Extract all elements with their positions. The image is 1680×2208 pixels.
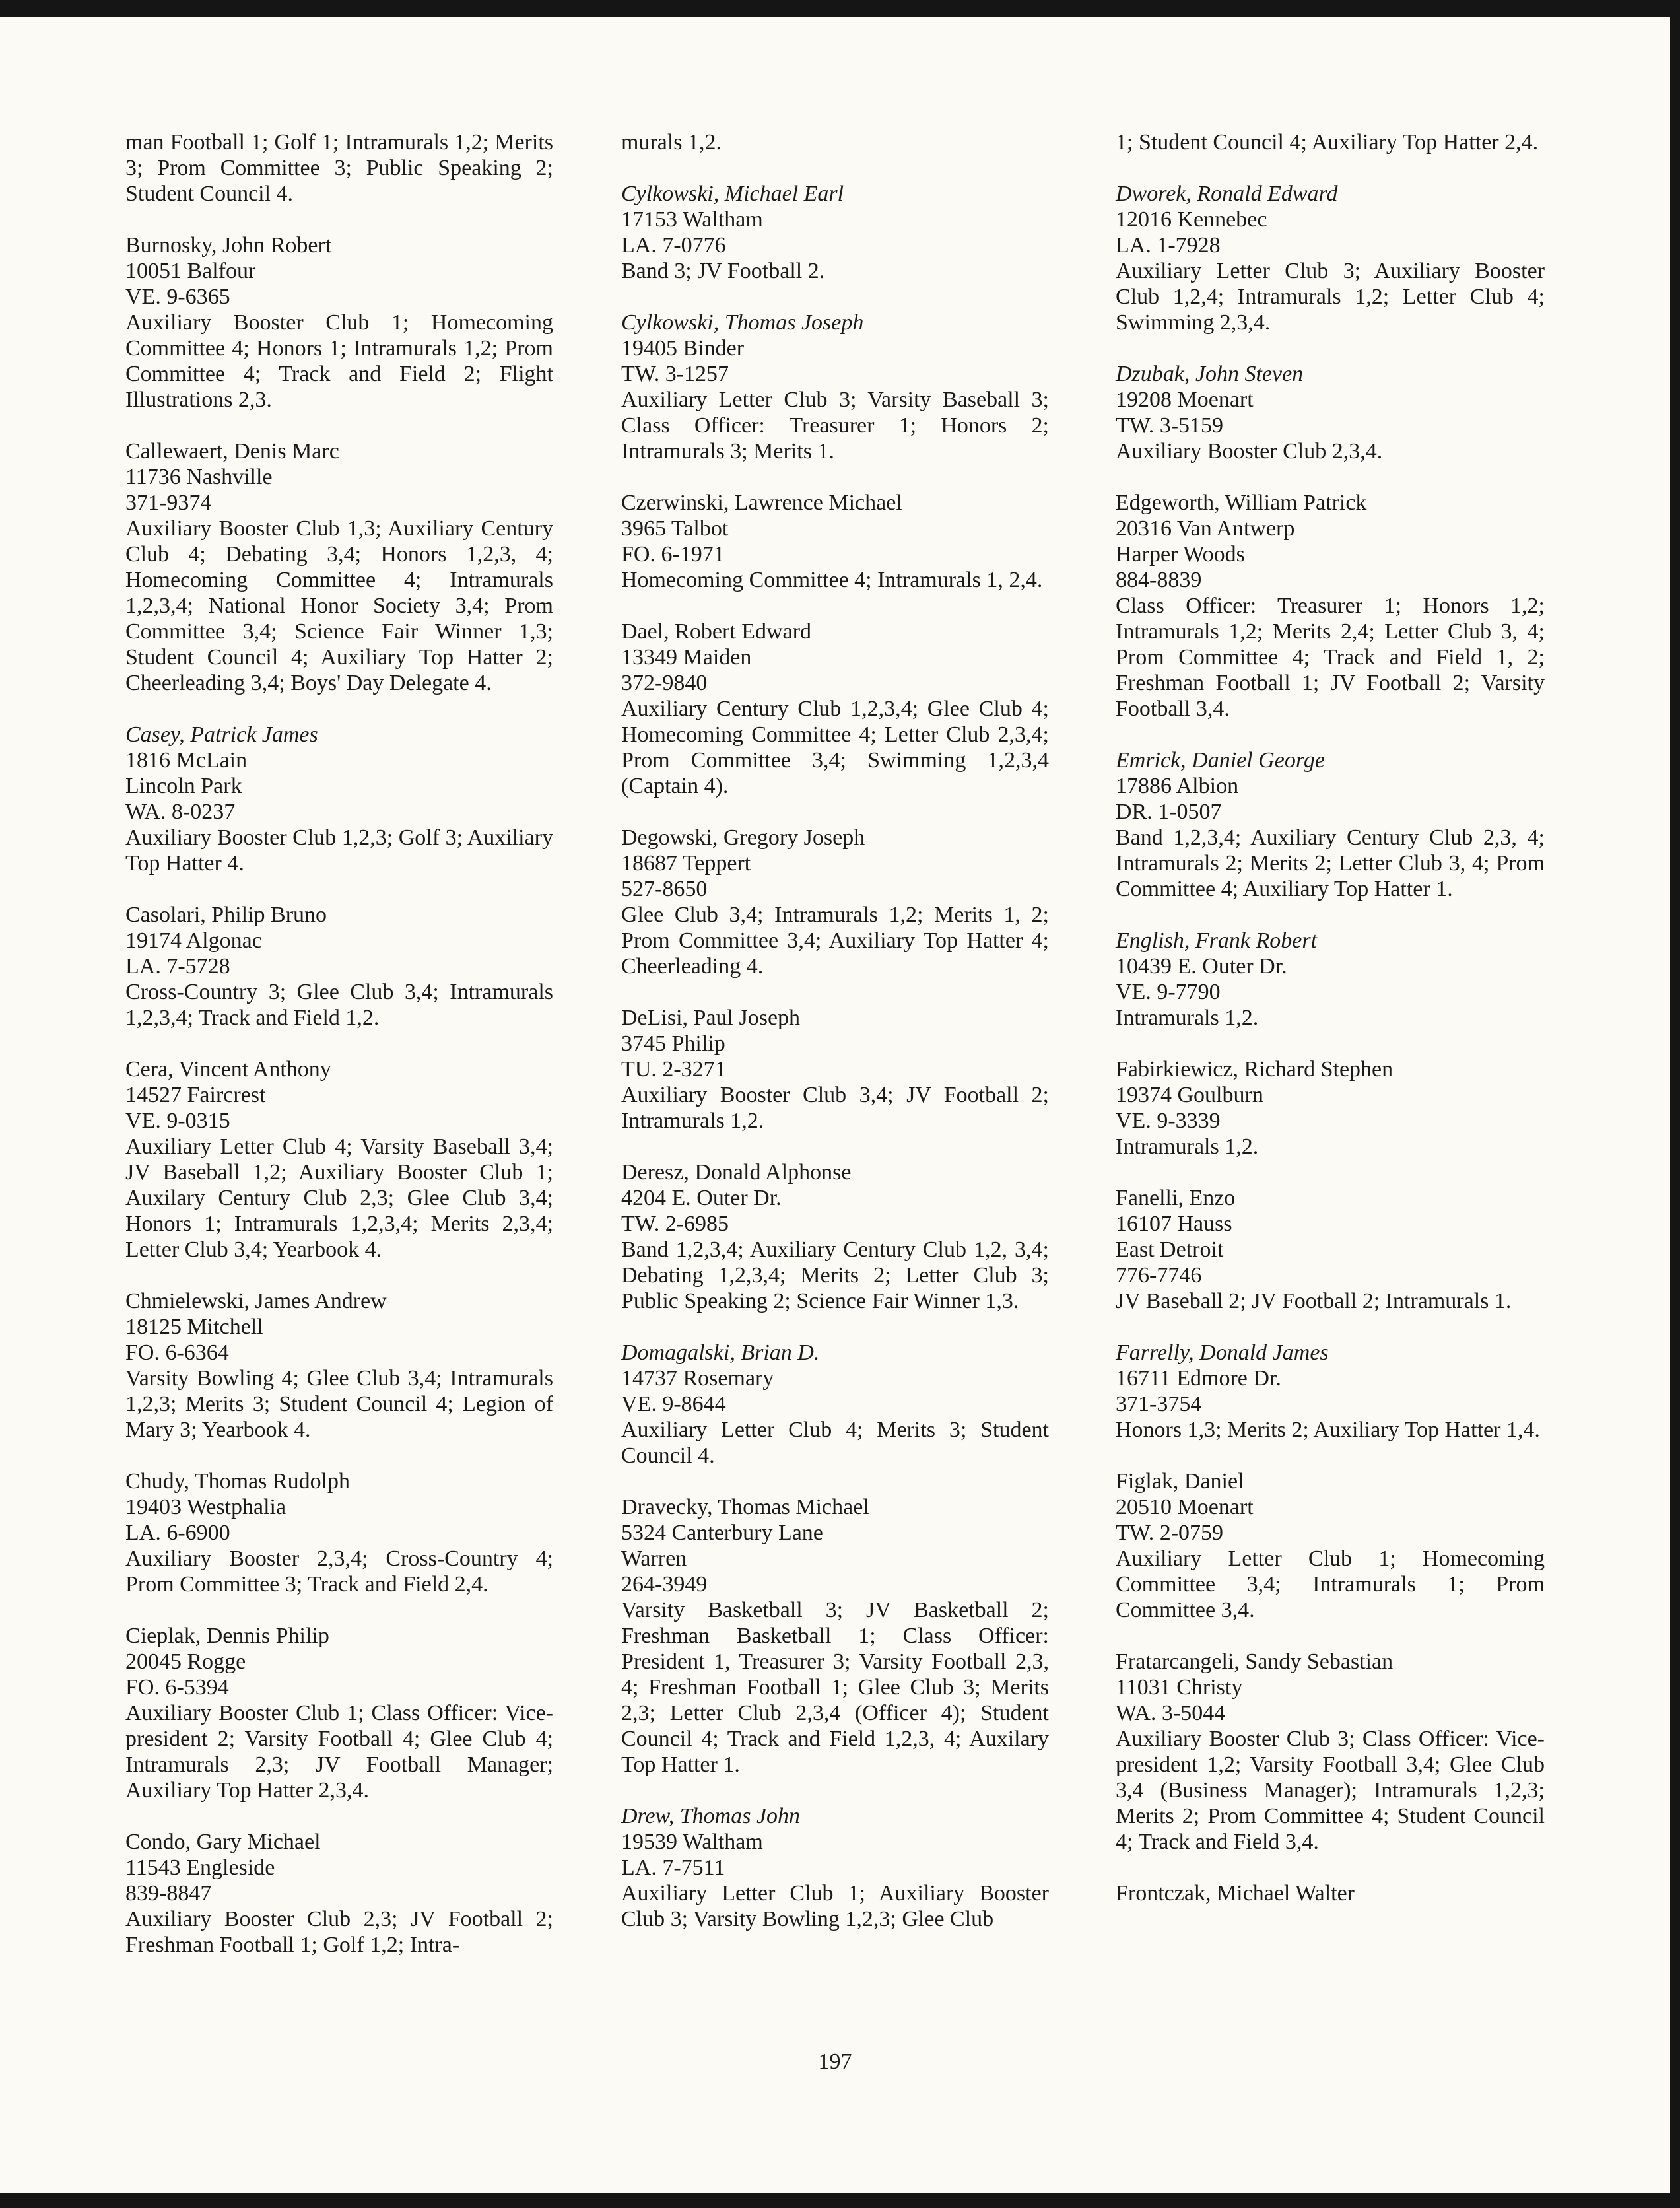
student-name: Callewaert, Denis Marc — [125, 439, 339, 464]
student-entry — [125, 722, 553, 876]
student-name: Chmielewski, James Andrew — [125, 1289, 387, 1313]
address-line: 527-8650 — [621, 877, 708, 901]
address-line: Harper Woods — [1116, 542, 1245, 567]
student-entry — [125, 1829, 553, 1958]
student-name: Deresz, Donald Alphonse — [621, 1160, 852, 1185]
student-entry — [621, 1494, 1049, 1777]
student-entry — [1116, 747, 1545, 902]
address-line: 11543 Engleside — [125, 1855, 275, 1880]
student-name: Fratarcangeli, Sandy Sebastian — [1116, 1649, 1394, 1674]
address-line: TU. 2-3271 — [621, 1057, 726, 1082]
activities-text: Auxiliary Century Club 1,2,3,4; Glee Club 4; Homecoming Committee 4; Letter Club 2,3,4; Prom Committee 3,4; Swimming 1,2,3,4 (Captain 4). — [621, 697, 1049, 798]
address-line: East Detroit — [1116, 1237, 1224, 1262]
address-line: 20510 Moenart — [1116, 1495, 1254, 1519]
address-line: 18687 Teppert — [621, 851, 751, 876]
student-name: Cylkowski, Michael Earl — [621, 182, 844, 206]
activities-text: Honors 1,3; Merits 2; Auxiliary Top Hatter 1,4. — [1116, 1418, 1540, 1442]
student-name: Farrelly, Donald James — [1116, 1340, 1329, 1365]
student-entry — [621, 1159, 1049, 1314]
student-entry — [621, 181, 1049, 284]
address-line: 372-9840 — [621, 671, 708, 695]
address-line: VE. 9-6365 — [125, 285, 230, 309]
student-name: Fanelli, Enzo — [1116, 1186, 1236, 1210]
address-line: 19208 Moenart — [1116, 388, 1254, 412]
student-name: Cieplak, Dennis Philip — [125, 1624, 329, 1648]
activities-text: Varsity Basketball 3; JV Basketball 2; Freshman Basketball 1; Class Officer: President 1, Treasurer 3; Varsity Football 2,3, 4; Freshman Football 1; Glee Club 3; Merits 2,3; Letter Club 2,3,4 (Officer 4); Student Council 4; Track and Field 1,2,3, 4; Auxilary Top Hatter 1. — [621, 1598, 1049, 1777]
activities-text: JV Baseball 2; JV Football 2; Intramurals 1. — [1116, 1289, 1512, 1313]
student-entry — [621, 1803, 1049, 1932]
yearbook-page — [0, 17, 1670, 2193]
address-line: LA. 7-7511 — [621, 1855, 725, 1880]
activities-text: Auxiliary Booster Club 1,2,3; Golf 3; Auxiliary Top Hatter 4. — [125, 825, 553, 876]
address-line: 19174 Algonac — [125, 928, 262, 953]
activities-text: Auxiliary Booster Club 3,4; JV Football 2; Intramurals 1,2. — [621, 1083, 1049, 1133]
address-line: 14737 Rosemary — [621, 1366, 774, 1391]
address-line: 16711 Edmore Dr. — [1116, 1366, 1281, 1391]
activities-text: Band 1,2,3,4; Auxiliary Century Club 2,3, 4; Intramurals 2; Merits 2; Letter Club 3, 4; Prom Committee 4; Auxiliary Top Hatter 1. — [1116, 825, 1545, 901]
address-line: TW. 2-0759 — [1116, 1521, 1224, 1545]
student-entry — [621, 1005, 1049, 1134]
activities-text: Glee Club 3,4; Intramurals 1,2; Merits 1, 2; Prom Committee 3,4; Auxiliary Top Hatter 4; Cheerleading 4. — [621, 903, 1049, 979]
address-line: 13349 Maiden — [621, 645, 752, 670]
activities-text: Band 1,2,3,4; Auxiliary Century Club 1,2, 3,4; Debating 1,2,3,4; Merits 2; Letter Club 3; Public Speaking 2; Science Fair Winner 1,3. — [621, 1237, 1049, 1313]
student-name: English, Frank Robert — [1116, 928, 1318, 953]
student-entry — [125, 438, 553, 696]
student-entry — [621, 825, 1049, 979]
address-line: 884-8839 — [1116, 568, 1202, 592]
address-line: 4204 E. Outer Dr. — [621, 1186, 782, 1210]
student-name: Figlak, Daniel — [1116, 1469, 1244, 1494]
student-entry — [621, 1340, 1049, 1468]
activities-text: Auxiliary Letter Club 3; Varsity Baseball 3; Class Officer: Treasurer 1; Honors 2; Intramurals 3; Merits 1. — [621, 388, 1049, 464]
student-entry — [1116, 1056, 1545, 1159]
address-line: WA. 8-0237 — [125, 800, 236, 824]
address-line: VE. 9-7790 — [1116, 980, 1221, 1004]
student-name: Casolari, Philip Bruno — [125, 903, 327, 927]
student-entry — [125, 232, 553, 413]
address-line: 20045 Rogge — [125, 1649, 246, 1674]
student-entry — [125, 1288, 553, 1443]
student-entry — [125, 1623, 553, 1803]
address-line: 16107 Hauss — [1116, 1212, 1232, 1236]
address-line: TW. 3-1257 — [621, 362, 729, 386]
address-line: 371-9374 — [125, 491, 212, 515]
activities-text: Intramurals 1,2. — [1116, 1134, 1259, 1159]
column-middle — [621, 129, 1049, 1958]
address-line: 14527 Faircrest — [125, 1083, 266, 1107]
activities-text: Auxiliary Booster Club 1,3; Auxiliary Century Club 4; Debating 3,4; Honors 1,2,3, 4; Homecoming Committee 4; Intramurals 1,2,3,4; National Honor Society 3,4; Prom Committee 3,4; Science Fair Winner 1,3; Student Council 4; Auxiliary Top Hatter 2; Cheerleading 3,4; Boys' Day Delegate 4. — [125, 516, 553, 695]
student-entry — [1116, 490, 1545, 722]
address-line: VE. 9-0315 — [125, 1109, 230, 1133]
student-entry — [1116, 1649, 1545, 1855]
student-name: Dravecky, Thomas Michael — [621, 1495, 869, 1519]
address-line: TW. 3-5159 — [1116, 413, 1224, 438]
address-line: DR. 1-0507 — [1116, 800, 1222, 824]
address-line: 18125 Mitchell — [125, 1315, 263, 1339]
address-line: 19405 Binder — [621, 336, 745, 361]
student-name: Edgeworth, William Patrick — [1116, 491, 1367, 515]
activities-text: Auxiliary Booster Club 1; Class Officer: Vice-president 2; Varsity Football 4; Glee Club 4; Intramurals 2,3; JV Football Manager; Auxiliary Top Hatter 2,3,4. — [125, 1701, 553, 1803]
student-entry — [1116, 361, 1545, 464]
student-entry — [1116, 928, 1545, 1031]
student-entry — [621, 310, 1049, 464]
address-line: Lincoln Park — [125, 774, 242, 798]
student-entry — [1116, 1340, 1545, 1443]
address-line: FO. 6-1971 — [621, 542, 725, 567]
address-line: 371-3754 — [1116, 1392, 1202, 1416]
continued-entry — [125, 129, 553, 207]
address-line: LA. 7-0776 — [621, 233, 726, 258]
student-name: Cylkowski, Thomas Joseph — [621, 310, 864, 335]
address-line: LA. 7-5728 — [125, 954, 230, 979]
address-line: 839-8847 — [125, 1881, 212, 1906]
address-line: 10051 Balfour — [125, 259, 256, 283]
address-line: TW. 2-6985 — [621, 1212, 729, 1236]
student-entry — [621, 490, 1049, 593]
activities-text: Auxiliary Letter Club 4; Varsity Baseball 3,4; JV Baseball 1,2; Auxiliary Booster Club 1; Auxilary Century Club 2,3; Glee Club 3,4; Honors 1; Intramurals 1,2,3,4; Merits 2,3,4; Letter Club 3,4; Yearbook 4. — [125, 1134, 553, 1262]
activities-text: Varsity Bowling 4; Glee Club 3,4; Intramurals 1,2,3; Merits 3; Student Council 4; Legion of Mary 3; Yearbook 4. — [125, 1366, 553, 1442]
continued-entry — [1116, 129, 1545, 155]
student-name: Frontczak, Michael Walter — [1116, 1881, 1355, 1906]
continued-entry — [621, 129, 1049, 155]
page-number: 197 — [818, 2050, 852, 2074]
address-line: 11736 Nashville — [125, 465, 273, 489]
student-name: Czerwinski, Lawrence Michael — [621, 491, 902, 515]
address-line: FO. 6-6364 — [125, 1340, 229, 1365]
student-name: Dzubak, John Steven — [1116, 362, 1304, 386]
activities-text: Auxiliary Letter Club 1; Auxiliary Booster Club 3; Varsity Bowling 1,2,3; Glee Club — [621, 1881, 1049, 1931]
address-line: 20316 Van Antwerp — [1116, 516, 1295, 541]
address-line: 19539 Waltham — [621, 1830, 763, 1854]
student-name: Degowski, Gregory Joseph — [621, 825, 865, 850]
activities-text: Auxiliary Booster Club 2,3; JV Football 2; Freshman Football 1; Golf 1,2; Intra- — [125, 1907, 553, 1957]
address-line: FO. 6-5394 — [125, 1675, 229, 1700]
student-name: Dael, Robert Edward — [621, 619, 811, 644]
address-line: LA. 1-7928 — [1116, 233, 1221, 258]
activities-text: man Football 1; Golf 1; Intramurals 1,2; Merits 3; Prom Committee 3; Public Speaking 2; Student Council 4. — [125, 130, 553, 206]
activities-text: Class Officer: Treasurer 1; Honors 1,2; Intramurals 1,2; Merits 2,4; Letter Club 3, 4; Prom Committee 4; Track and Field 1, 2; Freshman Football 1; JV Football 2; Varsity Football 3,4. — [1116, 594, 1545, 721]
student-name: Cera, Vincent Anthony — [125, 1057, 331, 1082]
student-name: Casey, Patrick James — [125, 722, 318, 747]
address-line: 1816 McLain — [125, 748, 248, 773]
student-name: Drew, Thomas John — [621, 1804, 801, 1828]
address-line: 11031 Christy — [1116, 1675, 1243, 1700]
activities-text: Auxiliary Booster 2,3,4; Cross-Country 4; Prom Committee 3; Track and Field 2,4. — [125, 1546, 553, 1597]
activities-text: Band 3; JV Football 2. — [621, 259, 825, 283]
activities-text: Auxiliary Letter Club 4; Merits 3; Student Council 4. — [621, 1418, 1049, 1468]
student-name: DeLisi, Paul Joseph — [621, 1006, 801, 1030]
address-line: 3965 Talbot — [621, 516, 729, 541]
student-entry — [125, 1056, 553, 1262]
student-name: Chudy, Thomas Rudolph — [125, 1469, 351, 1494]
address-line: 3745 Philip — [621, 1031, 725, 1056]
student-name: Condo, Gary Michael — [125, 1830, 321, 1854]
address-line: VE. 9-3339 — [1116, 1109, 1221, 1133]
address-line: 17886 Albion — [1116, 774, 1239, 798]
address-line: 19403 Westphalia — [125, 1495, 286, 1519]
student-name: Emrick, Daniel George — [1116, 748, 1325, 773]
address-line: LA. 6-6900 — [125, 1521, 230, 1545]
activities-text: Auxiliary Letter Club 1; Homecoming Committee 3,4; Intramurals 1; Prom Committee 3,4. — [1116, 1546, 1545, 1622]
student-entry — [1116, 181, 1545, 335]
student-entry — [621, 619, 1049, 799]
student-entry — [1116, 1880, 1545, 1906]
activities-text: Auxiliary Booster Club 1; Homecoming Committee 4; Honors 1; Intramurals 1,2; Prom Committee 4; Track and Field 2; Flight Illustrations 2,3. — [125, 310, 553, 412]
student-name: Dworek, Ronald Edward — [1116, 182, 1338, 206]
address-line: 5324 Canterbury Lane — [621, 1521, 823, 1545]
activities-text: Auxiliary Booster Club 2,3,4. — [1116, 439, 1383, 464]
activities-text: Cross-Country 3; Glee Club 3,4; Intramurals 1,2,3,4; Track and Field 1,2. — [125, 980, 553, 1030]
address-line: WA. 3-5044 — [1116, 1701, 1226, 1725]
address-line: 12016 Kennebec — [1116, 207, 1267, 232]
address-line: VE. 9-8644 — [621, 1392, 726, 1416]
student-name: Burnosky, John Robert — [125, 233, 332, 258]
student-entry — [1116, 1185, 1545, 1314]
column-left — [125, 129, 553, 1984]
column-right — [1116, 129, 1545, 1932]
activities-text: murals 1,2. — [621, 130, 722, 155]
activities-text: 1; Student Council 4; Auxiliary Top Hatter 2,4. — [1116, 130, 1539, 155]
student-name: Domagalski, Brian D. — [621, 1340, 820, 1365]
student-entry — [1116, 1468, 1545, 1623]
address-line: 17153 Waltham — [621, 207, 763, 232]
address-line: 10439 E. Outer Dr. — [1116, 954, 1287, 979]
address-line: 776-7746 — [1116, 1263, 1202, 1288]
activities-text: Homecoming Committee 4; Intramurals 1, 2,4. — [621, 568, 1043, 592]
activities-text: Auxiliary Letter Club 3; Auxiliary Booster Club 1,2,4; Intramurals 1,2; Letter Club 4; Swimming 2,3,4. — [1116, 259, 1545, 335]
address-line: 264-3949 — [621, 1572, 708, 1597]
activities-text: Auxiliary Booster Club 3; Class Officer: Vice-president 1,2; Varsity Football 3,4; Glee Club 3,4 (Business Manager); Intramurals 1,2,3; Merits 2; Prom Committee 4; Student Council 4; Track and Field 3,4. — [1116, 1727, 1545, 1854]
student-entry — [125, 902, 553, 1031]
student-entry — [125, 1468, 553, 1597]
activities-text: Intramurals 1,2. — [1116, 1006, 1259, 1030]
student-name: Fabirkiewicz, Richard Stephen — [1116, 1057, 1394, 1082]
address-line: 19374 Goulburn — [1116, 1083, 1263, 1107]
address-line: Warren — [621, 1546, 687, 1571]
